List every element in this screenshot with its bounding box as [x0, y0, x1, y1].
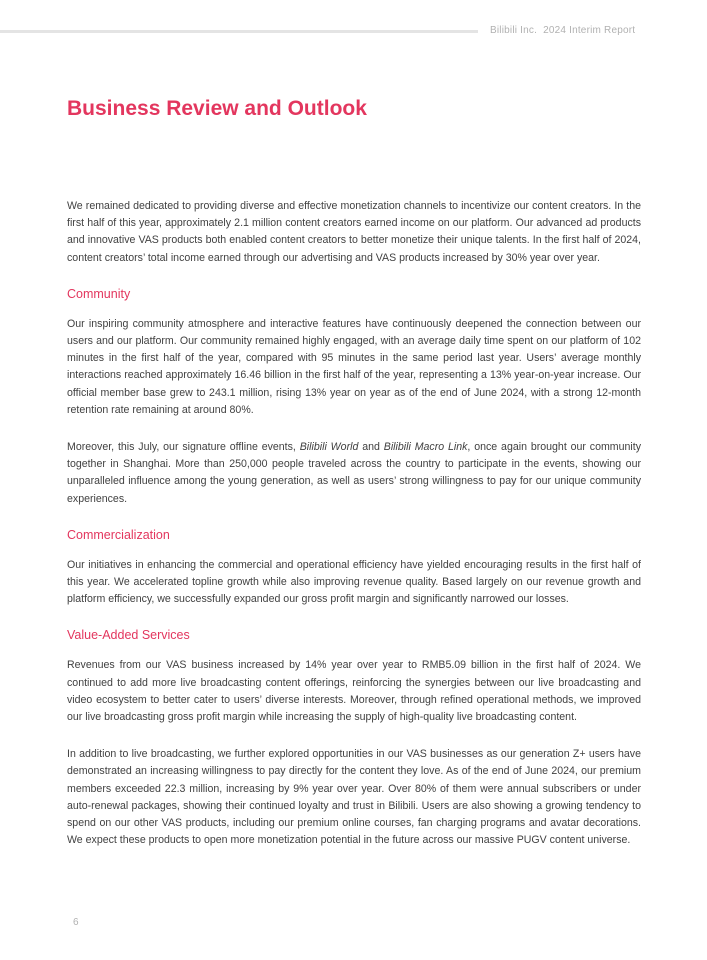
main-content	[67, 198, 641, 869]
header-company: Bilibili Inc.	[490, 25, 538, 36]
vas-paragraph-1: Revenues from our VAS business increased by 14% year over year to RMB5.09 billion in the first half of 2024. We continued to add more live broadcasting content offerings, reinforcing the synergies between our live broadcasting and video ecosystem to better cater to users’ diverse interests. Moreover, through refined operational methods, we improved our live broadcasting gross profit margin while increasing the supply of high-quality live broadcasting content.	[67, 659, 641, 724]
event-name-bilibili-world: Bilibili World	[299, 441, 359, 454]
intro-paragraph: We remained dedicated to providing diverse and effective monetization channels to incentivize our content creators. In the first half of this year, approximately 2.1 million content creators earned income on our platform. Our advanced ad products and innovative VAS products both enabled content creators to better monetize their unique talents. In the first half of 2024, content creators’ total income earned through our advertising and VAS products increased by 30% year over year.	[67, 200, 641, 264]
community-paragraph-2	[67, 439, 641, 508]
header-report: 2024 Interim Report	[543, 25, 636, 36]
community-paragraph-2-text-b: and	[358, 441, 384, 454]
commercialization-paragraph: Our initiatives in enhancing the commercial and operational efficiency have yielded encouraging results in the first half of this year. We accelerated topline growth while also improving revenue quality. Based largely on our revenue growth and platform efficiency, we successfully expanded our gross profit margin and significantly narrowed our losses.	[67, 558, 641, 606]
event-name-bilibili-macro-link: Bilibili Macro Link	[383, 441, 468, 454]
section-heading-vas: Value-Added Services	[67, 628, 190, 643]
header-rule	[0, 30, 478, 33]
running-header	[490, 25, 640, 36]
community-paragraph-1: Our inspiring community atmosphere and interactive features have continuously deepened the connection between our users and our platform. Our community remained highly engaged, with an average daily time spent on our platform of 102 minutes in the first half of the year, compared with 95 minutes in the same period last year. Users’ average monthly interactions reached approximately 16.46 billion in the first half of the year, representing a 13% year-on-year increase. Our official member base grew to 243.1 million, rising 13% year on year as of the end of June 2024, with a strong 12-month retention rate remaining at around 80%.	[67, 317, 641, 416]
section-heading-commercialization: Commercialization	[67, 527, 170, 542]
page-number: 6	[73, 917, 79, 928]
community-paragraph-2-text-a: Moreover, this July, our signature offline events,	[67, 441, 300, 454]
vas-paragraph-2: In addition to live broadcasting, we further explored opportunities in our VAS businesses as our generation Z+ users have demonstrated an increasing willingness to pay directly for the content they love. As of the end of June 2024, our premium members exceeded 22.3 million, increasing by 9% year over year. Over 80% of them were annual subscribers or under auto-renewal packages, showing their continued loyalty and trust in Bilibili. Users are also showing a growing tendency to spend on our other VAS products, including our premium online courses, fan charging programs and avatar decorations. We expect these products to open more monetization potential in the future across our massive PUGV content universe.	[67, 748, 641, 847]
section-heading-community: Community	[67, 286, 131, 301]
community-paragraph-2-text-c: , once again brought our community together in Shanghai. More than 250,000 people traveled across the country to participate in the events, showing our unparalleled influence among the young generation, as well as users’ strong willingness to pay for our unique community experiences.	[67, 441, 642, 505]
page-title: Business Review and Outlook	[67, 97, 367, 120]
